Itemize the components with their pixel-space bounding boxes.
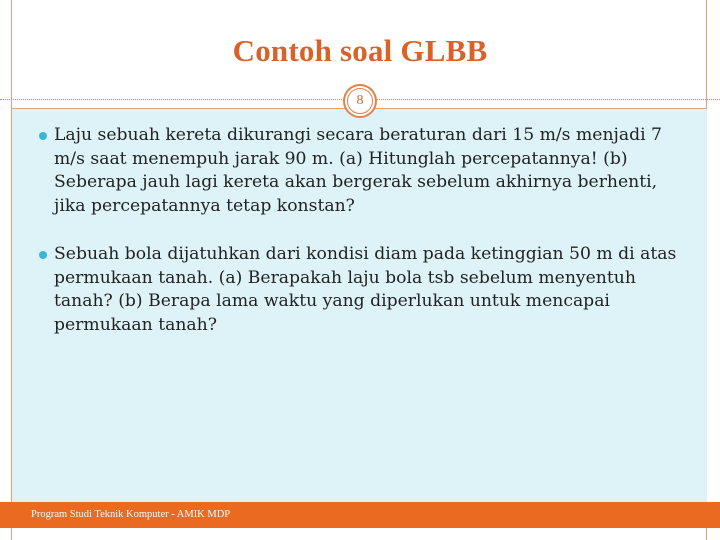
- bullet-list: [40, 124, 688, 362]
- slide-title: Contoh soal GLBB: [232, 33, 488, 68]
- bullet-text: Laju sebuah kereta dikurangi secara beraturan dari 15 m/s menjadi 7 m/s saat menempuh jarak 90 m. (a) Hitunglah percepatannya! (b) Seberapa jauh lagi kereta akan bergerak sebelum akhirnya berhenti, jika percepatannya tetap konstan?: [54, 125, 662, 216]
- bullet-item: [40, 124, 688, 218]
- footer-text: Program Studi Teknik Komputer - AMIK MDP: [31, 509, 231, 520]
- footer-bar: [0, 502, 720, 528]
- bullet-item: [40, 243, 688, 337]
- bullet-icon: [39, 251, 47, 259]
- page-number-badge: [343, 84, 377, 118]
- bullet-icon: [39, 132, 47, 140]
- page-number: 8: [347, 88, 373, 114]
- bullet-text: Sebuah bola dijatuhkan dari kondisi diam pada ketinggian 50 m di atas permukaan tanah. (a) Berapakah laju bola tsb sebelum menyentuh tanah? (b) Berapa lama waktu yang diperlukan untuk mencapai permukaan tanah?: [54, 244, 677, 335]
